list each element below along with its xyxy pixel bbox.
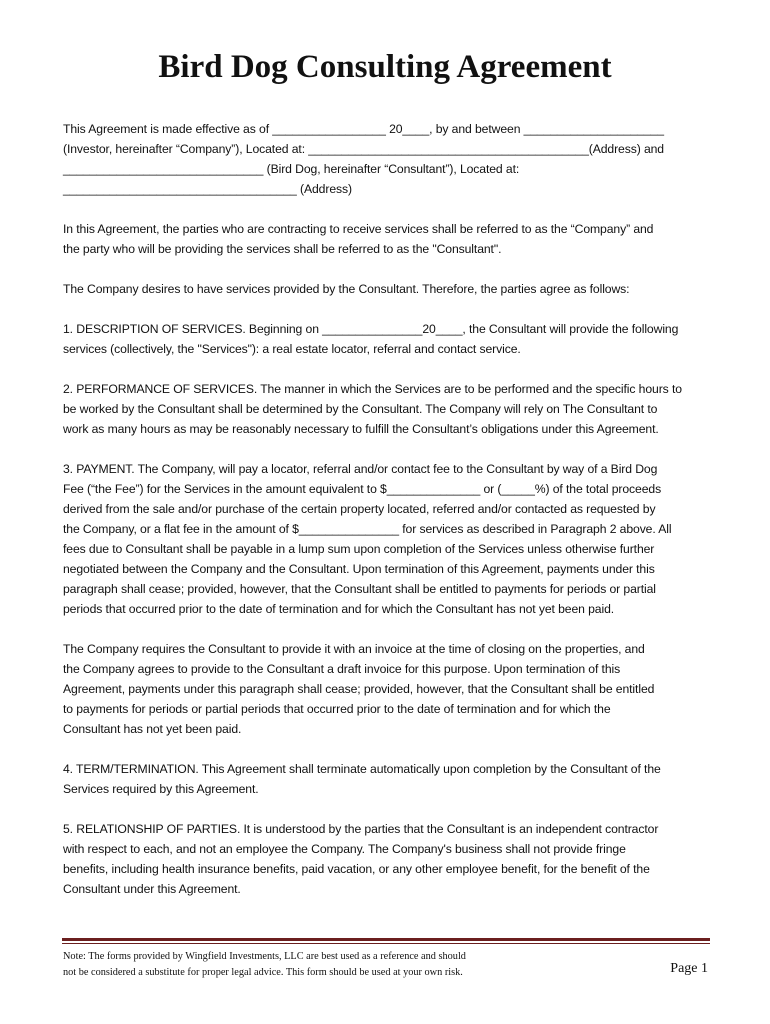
section-relationship-of-parties — [63, 819, 713, 899]
section-3-line: negotiated between the Company and the Consultant. Upon termination of this Agreement, payments under this — [63, 562, 655, 576]
section-3-line: Fee (“the Fee”) for the Services in the amount equivalent to $______________ or (_____%) of the total proceeds — [63, 482, 662, 496]
parties-line: This Agreement is made effective as of _________________ 20____, by and between _____________________ — [63, 122, 664, 136]
document-title: Bird Dog Consulting Agreement — [158, 49, 612, 85]
section-1-line: 1. DESCRIPTION OF SERVICES. Beginning on _______________20____, the Consultant will provide the following — [63, 322, 679, 336]
section-5-line: 5. RELATIONSHIP OF PARTIES. It is understood by the parties that the Consultant is an independent contractor — [63, 822, 659, 836]
invoice-line: to payments for periods or partial periods that occurred prior to the date of termination and for which the — [63, 702, 611, 716]
desire-paragraph — [63, 279, 713, 299]
section-4-line: Services required by this Agreement. — [63, 782, 259, 796]
section-performance-of-services — [63, 379, 713, 439]
footer-note — [63, 949, 623, 981]
footer-rule-thin — [62, 943, 710, 944]
section-2-line: 2. PERFORMANCE OF SERVICES. The manner in which the Services are to be performed and the specific hours to — [63, 382, 682, 396]
section-5-line: with respect to each, and not an employee the Company. The Company's business shall not provide fringe — [63, 842, 626, 856]
section-3-line: periods that occurred prior to the date of termination and for which the Consultant has not yet been paid. — [63, 602, 615, 616]
page-number: Page 1 — [670, 961, 708, 976]
section-2-line: be worked by the Consultant shall be determined by the Consultant. The Company will rely on The Consultant to — [63, 402, 658, 416]
footer-note-line: Note: The forms provided by Wingfield Investments, LLC are best used as a reference and should — [63, 951, 466, 962]
section-2-line: work as many hours as may be reasonably necessary to fulfill the Consultant’s obligations under this Agreement. — [63, 422, 659, 436]
definitions-line: In this Agreement, the parties who are contracting to receive services shall be referred to as the “Company” and — [63, 222, 654, 236]
section-payment — [63, 459, 713, 619]
section-4-line: 4. TERM/TERMINATION. This Agreement shall terminate automatically upon completion by the Consultant of the — [63, 762, 661, 776]
parties-line: (Investor, hereinafter “Company”), Located at: __________________________________________(Address) and — [63, 142, 664, 156]
definitions-line: the party who will be providing the services shall be referred to as the "Consultant". — [63, 242, 502, 256]
section-3-line: derived from the sale and/or purchase of the certain property located, referred and/or contacted as requested by — [63, 502, 656, 516]
parties-paragraph — [63, 119, 713, 199]
footer-note-line: not be considered a substitute for proper legal advice. This form should be used at your own risk. — [63, 967, 463, 978]
invoice-paragraph — [63, 639, 713, 739]
section-1-line: services (collectively, the "Services"): a real estate locator, referral and contact service. — [63, 342, 521, 356]
section-3-line: 3. PAYMENT. The Company, will pay a locator, referral and/or contact fee to the Consultant by way of a Bird Dog — [63, 462, 658, 476]
invoice-line: The Company requires the Consultant to provide it with an invoice at the time of closing on the properties, and — [63, 642, 645, 656]
section-description-of-services — [63, 319, 713, 359]
parties-line: ______________________________ (Bird Dog, hereinafter “Consultant”), Located at: — [63, 162, 520, 176]
section-5-line: Consultant under this Agreement. — [63, 882, 241, 896]
invoice-line: Consultant has not yet been paid. — [63, 722, 242, 736]
document-body — [63, 119, 713, 919]
section-3-line: fees due to Consultant shall be payable in a lump sum upon completion of the Services unless otherwise further — [63, 542, 655, 556]
desire-line: The Company desires to have services provided by the Consultant. Therefore, the parties agree as follows: — [63, 282, 630, 296]
section-5-line: benefits, including health insurance benefits, paid vacation, or any other employee benefit, for the benefit of the — [63, 862, 650, 876]
invoice-line: Agreement, payments under this paragraph shall cease; provided, however, that the Consultant shall be entitled — [63, 682, 655, 696]
section-3-line: paragraph shall cease; provided, however, that the Consultant shall be entitled to payments for periods or partial — [63, 582, 656, 596]
section-term-termination — [63, 759, 713, 799]
footer-rule-thick — [62, 938, 710, 941]
parties-line: ___________________________________ (Address) — [63, 182, 352, 196]
invoice-line: the Company agrees to provide to the Consultant a draft invoice for this purpose. Upon termination of this — [63, 662, 621, 676]
section-3-line: the Company, or a flat fee in the amount of $_______________ for services as described in Paragraph 2 above. All — [63, 522, 672, 536]
definitions-paragraph — [63, 219, 713, 259]
